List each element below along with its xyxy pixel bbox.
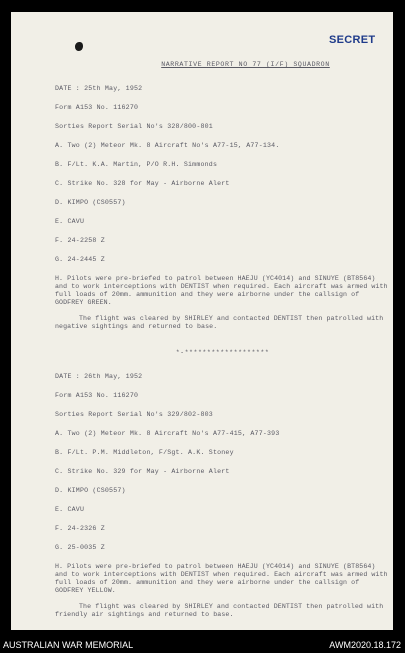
report2-item-d: D. KIMPO (CS0557) bbox=[55, 487, 126, 494]
secret-stamp: SECRET bbox=[329, 34, 376, 46]
footer-bar bbox=[0, 637, 405, 653]
punch-hole bbox=[75, 42, 83, 51]
report2-item-c: C. Strike No. 329 for May - Airborne Alert bbox=[55, 468, 230, 475]
report1-item-f: F. 24-2258 Z bbox=[55, 237, 105, 244]
report-heading: NARRATIVE REPORT NO 77 (I/F) SQUADRON bbox=[161, 61, 330, 68]
report2-item-e: E. CAVU bbox=[55, 506, 85, 513]
footer-source: AUSTRALIAN WAR MEMORIAL bbox=[3, 640, 134, 650]
footer-accession-number: AWM2020.18.172 bbox=[329, 640, 401, 650]
document-body bbox=[55, 61, 390, 627]
report1-date: DATE : 25th May, 1952 bbox=[55, 85, 143, 92]
report2-summary: The flight was cleared by SHIRLEY and contacted DENTIST then patrolled with friendly air sightings and returned to base. bbox=[55, 603, 384, 618]
report1-item-c: C. Strike No. 328 for May - Airborne Alert bbox=[55, 180, 230, 187]
report1-item-e: E. CAVU bbox=[55, 218, 85, 225]
report2-item-a: A. Two (2) Meteor Mk. 8 Aircraft No's A77-415, A77-393 bbox=[55, 430, 280, 437]
report2-form: Form A153 No. 116270 bbox=[55, 392, 139, 399]
report1-sorties: Sorties Report Serial No's 328/800-801 bbox=[55, 123, 213, 130]
report1-item-g: G. 24-2445 Z bbox=[55, 256, 105, 263]
report2-item-g: G. 25-0035 Z bbox=[55, 544, 105, 551]
report2-sorties: Sorties Report Serial No's 329/802-803 bbox=[55, 411, 213, 418]
report1-item-d: D. KIMPO (CS0557) bbox=[55, 199, 126, 206]
section-divider: *-******************* bbox=[175, 349, 270, 356]
report1-item-b: B. F/Lt. K.A. Martin, P/O R.H. Simmonds bbox=[55, 161, 218, 168]
report1-summary: The flight was cleared by SHIRLEY and contacted DENTIST then patrolled with negative sightings and returned to base. bbox=[55, 315, 384, 330]
report2-item-f: F. 24-2326 Z bbox=[55, 525, 105, 532]
document-page bbox=[11, 12, 393, 630]
report1-form: Form A153 No. 116270 bbox=[55, 104, 139, 111]
report2-item-b: B. F/Lt. P.M. Middleton, F/Sgt. A.K. Stoney bbox=[55, 449, 234, 456]
report2-date: DATE : 26th May, 1952 bbox=[55, 373, 143, 380]
report1-item-a: A. Two (2) Meteor Mk. 8 Aircraft No's A77-15, A77-134. bbox=[55, 142, 280, 149]
report2-item-h: H. Pilots were pre-briefed to patrol between HAEJU (YC4014) and SINUYE (BT8564) and to work interceptions with DENTIST when required. Each aircraft was armed with full loads of 20mm. ammunition and they were airborne under the callsign of GODFREY YELLOW. bbox=[55, 563, 388, 594]
report1-item-h: H. Pilots were pre-briefed to patrol between HAEJU (YC4014) and SINUYE (BT8564) and to work interceptions with DENTIST when required. Each aircraft was armed with full loads of 20mm. ammunition and they were airborne under the callsign of GODFREY GREEN. bbox=[55, 275, 388, 306]
